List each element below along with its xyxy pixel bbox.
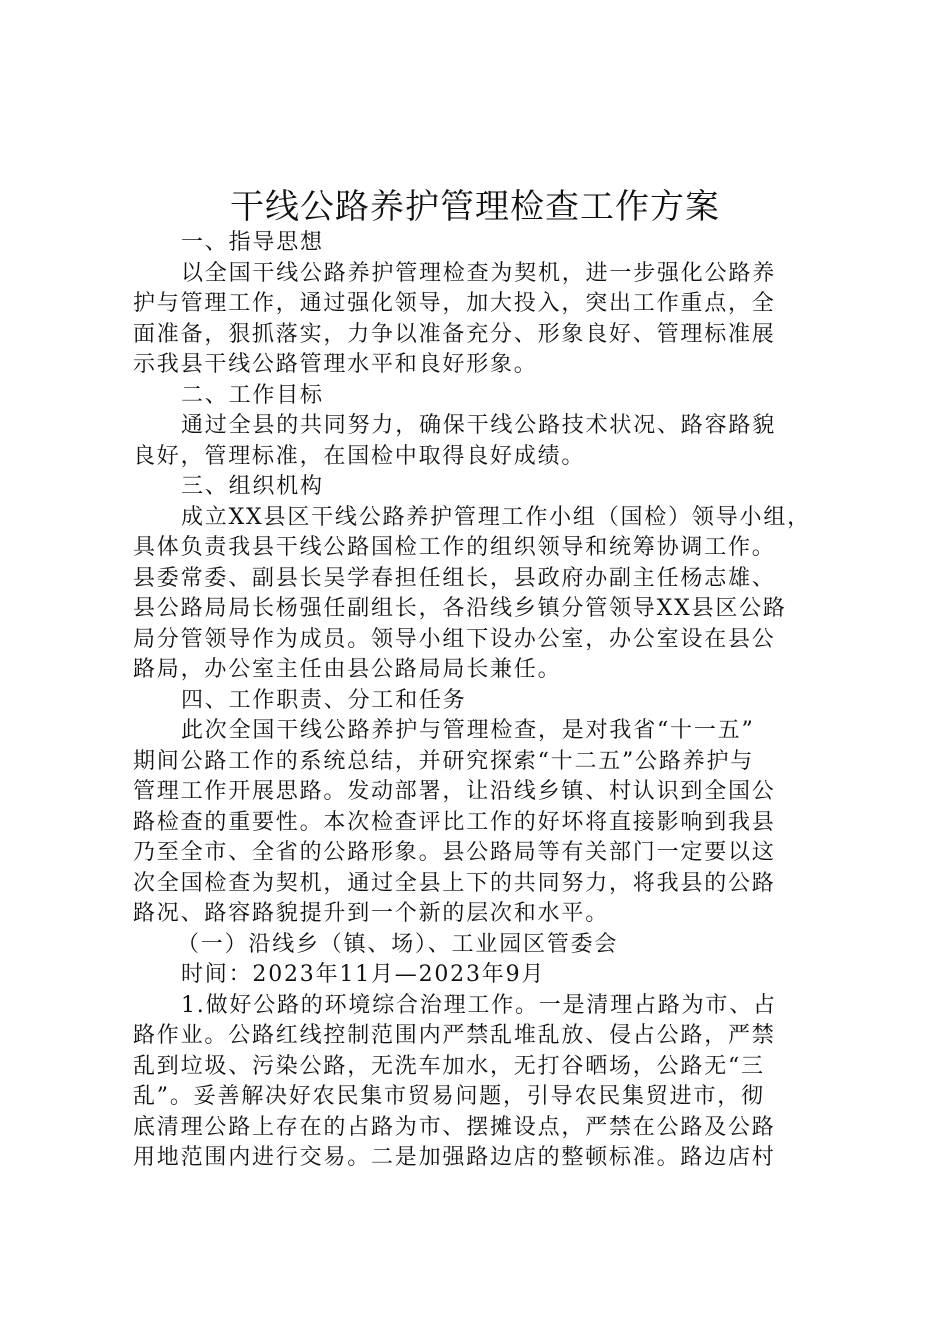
paragraph-line: 成立XX县区干线公路养护管理工作小组（国检）领导小组， — [181, 504, 811, 530]
document-body — [133, 228, 823, 1174]
paragraph-line: 路检查的重要性。本次检查评比工作的好坏将直接影响到我县 — [133, 809, 776, 835]
paragraph-line: 护与管理工作，通过强化领导，加大投入，突出工作重点，全 — [133, 291, 776, 316]
paragraph-line: 良好，管理标准，在国检中取得良好成绩。 — [133, 443, 586, 469]
paragraph-line: 次全国检查为契机，通过全县上下的共同努力，将我县的公路 — [133, 870, 776, 896]
paragraph-line: 面准备，狠抓落实，力争以准备充分、形象良好、管理标准展 — [133, 321, 776, 347]
paragraph-line: 乃至全市、全省的公路形象。县公路局等有关部门一定要以这 — [133, 840, 776, 865]
paragraph-line: 路局，办公室主任由县公路局局长兼任。 — [133, 657, 562, 682]
paragraph-line: 以全国干线公路养护管理检查为契机，进一步强化公路养 — [181, 260, 777, 286]
time-line: 时间：2023年11月—2023年9月 — [181, 962, 546, 987]
paragraph-line: 路况、路容路貌提升到一个新的层次和水平。 — [133, 901, 610, 926]
section-heading-organization: 三、组织机构 — [181, 474, 324, 499]
paragraph-line: 底清理公路上存在的占路为市、摆摊设点，严禁在公路及公路 — [133, 1114, 776, 1140]
paragraph-line: 管理工作开展思路。发动部署，让沿线乡镇、村认识到全国公 — [133, 779, 776, 804]
paragraph-line: 县委常委、副县长吴学春担任组长，县政府办副主任杨志雄、 — [133, 565, 776, 591]
paragraph-line: 县公路局局长杨强任副组长，各沿线乡镇分管领导XX县区公路 — [133, 596, 787, 621]
subsection-heading: （一）沿线乡（镇、场）、工业园区管委会 — [177, 931, 619, 957]
paragraph-line: 通过全县的共同努力，确保干线公路技术状况、路容路貌 — [181, 413, 777, 438]
paragraph-line: 路作业。公路红线控制范围内严禁乱堆乱放、侵占公路，严禁 — [133, 1023, 776, 1048]
paragraph-line: 局分管领导作为成员。领导小组下设办公室，办公室设在县公 — [133, 626, 776, 652]
paragraph-line: 示我县干线公路管理水平和良好形象。 — [133, 352, 538, 377]
paragraph-line: 乱”。妥善解决好农民集市贸易问题，引导农民集贸进市，彻 — [133, 1084, 765, 1109]
section-heading-duties: 四、工作职责、分工和任务 — [181, 687, 467, 713]
paragraph-line: 乱到垃圾、污染公路，无洗车加水，无打谷晒场，公路无“三 — [133, 1053, 765, 1079]
paragraph-line: 用地范围内进行交易。二是加强路边店的整顿标准。路边店村 — [133, 1145, 776, 1170]
paragraph-line: 此次全国干线公路养护与管理检查，是对我省“十一五” — [181, 718, 755, 743]
section-heading-work-goals: 二、工作目标 — [181, 382, 324, 408]
paragraph-line: 期间公路工作的系统总结，并研究探索“十二五”公路养护与 — [133, 748, 755, 774]
paragraph-line: 具体负责我县干线公路国检工作的组织领导和统筹协调工作。 — [133, 535, 776, 560]
section-heading-guiding-ideology: 一、指导思想 — [181, 230, 324, 255]
document-title: 干线公路养护管理检查工作方案 — [230, 187, 720, 227]
paragraph-line: 1.做好公路的环境综合治理工作。一是清理占路为市、占 — [181, 992, 777, 1018]
